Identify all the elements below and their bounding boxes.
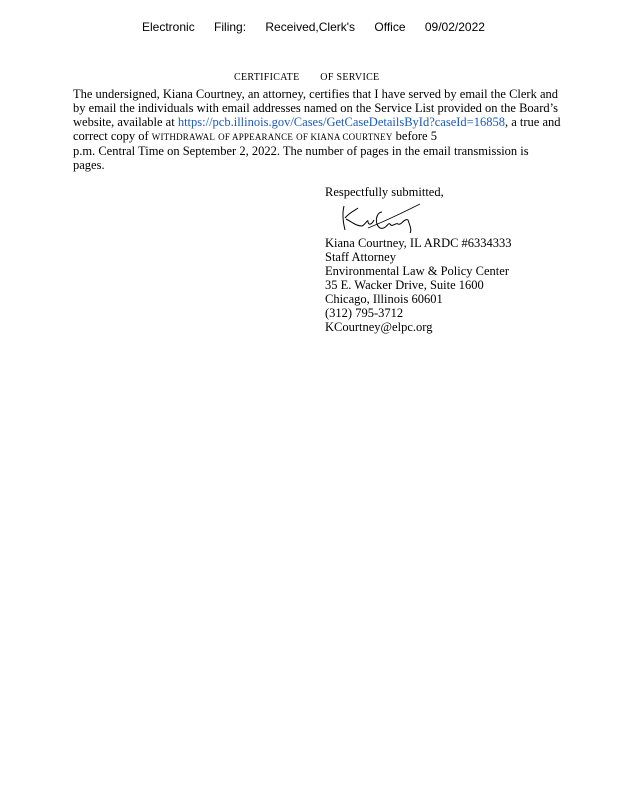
filing-header [142, 20, 501, 34]
title-word-certificate: CERTIFICATE [234, 72, 300, 83]
body-line-4-text: correct copy of [73, 129, 149, 143]
document-name-party: OF KIANA COURTNEY [296, 132, 393, 142]
address-line-2: Chicago, Illinois 60601 [325, 292, 443, 306]
document-name-appearance: OF APPEARANCE [218, 132, 294, 142]
attorney-name: Kiana Courtney, IL ARDC #6334333 [325, 236, 512, 250]
body-line-3-text: website, available at [73, 115, 175, 129]
body-line-5-end: . The number of pages in the email transmission is [276, 144, 529, 158]
header-office: Office [374, 20, 406, 34]
body-line-5 [73, 144, 603, 158]
body-line-3-end: , a true and [504, 115, 561, 129]
organization-name: Environmental Law & Policy Center [325, 264, 509, 278]
header-filing: Filing: [214, 20, 247, 34]
title-word-of-service: OF SERVICE [320, 72, 380, 83]
body-line-5-text: p.m. Central Time on [73, 144, 180, 158]
document-name-withdrawal: WITHDRAWAL [151, 132, 216, 142]
document-title [234, 72, 397, 83]
handwritten-signature [338, 200, 422, 234]
closing-text: Respectfully submitted, [325, 185, 444, 199]
attorney-title: Staff Attorney [325, 250, 396, 264]
certificate-body [73, 87, 603, 172]
body-line-4-end: before 5 [395, 129, 437, 143]
body-line-1: The undersigned, Kiana Courtney, an attorney, certifies that I have served by email the Clerk and [73, 87, 559, 101]
closing [325, 185, 444, 199]
header-electronic: Electronic [142, 20, 195, 34]
header-received: Received,Clerk's [265, 20, 356, 34]
email-address: KCourtney@elpc.org [325, 320, 433, 334]
header-date: 09/02/2022 [424, 20, 485, 34]
phone-number: (312) 795-3712 [325, 306, 404, 320]
address-line-1: 35 E. Wacker Drive, Suite 1600 [325, 278, 484, 292]
body-line-6: pages. [73, 158, 105, 172]
service-date: September 2, 2022 [182, 144, 277, 158]
case-details-link[interactable]: https://pcb.illinois.gov/Cases/GetCaseDetailsById?caseId=16858 [177, 115, 505, 129]
signature-block [325, 236, 512, 334]
body-line-2: by email the individuals with email addresses named on the Service List provided on the Board’s [73, 101, 558, 115]
body-line-4 [73, 129, 603, 144]
body-line-3 [73, 115, 603, 129]
